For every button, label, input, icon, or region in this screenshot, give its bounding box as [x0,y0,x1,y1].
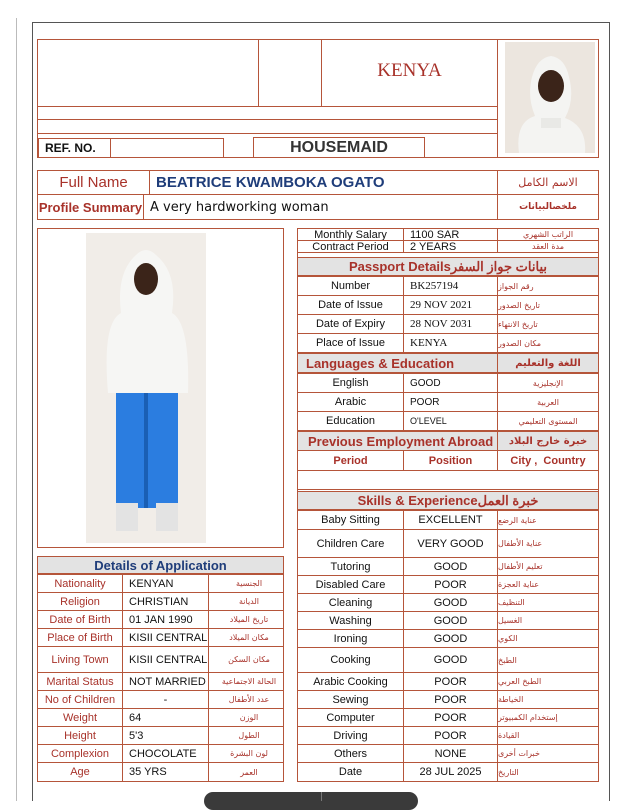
application-ar-9: لون البشرة [208,744,284,763]
application-label-4: Living Town [37,646,123,673]
skill-label-8: Arabic Cooking [297,672,404,691]
skill-label-5: Washing [297,611,404,630]
passport-label-1: Date of Issue [297,295,404,315]
profile-summary-label: Profile Summary [37,194,144,220]
skill-label-3: Disabled Care [297,575,404,594]
employment-col-location: City , Country [497,450,599,471]
application-label-5: Marital Status [37,672,123,691]
passport-ar-0: رقم الجواز [497,276,599,296]
ref-no-value [110,138,224,158]
contract-value-1: 2 YEARS [403,240,498,253]
job-title: HOUSEMAID [253,137,425,158]
skill-value-3: POOR [403,575,498,594]
application-label-2: Date of Birth [37,610,123,629]
application-value-7: 64 [122,708,209,727]
skill-ar-5: الغسيل [497,611,599,630]
skill-ar-3: عناية العجزة [497,575,599,594]
application-section-header: Details of Application [37,556,284,574]
language-value-2: O'LEVEL [403,411,498,431]
skills-section-header: Skills & Experienceخبرة العمل [297,491,599,510]
contract-value-0: 1100 SAR [403,228,498,241]
passport-value-3: KENYA [403,333,498,353]
language-value-0: GOOD [403,373,498,393]
application-label-7: Weight [37,708,123,727]
application-label-3: Place of Birth [37,628,123,647]
application-ar-4: مكان السكن [208,646,284,673]
language-ar-1: العربية [497,392,599,412]
application-value-8: 5'3 [122,726,209,745]
contract-label-0: Monthly Salary [297,228,404,241]
skill-label-10: Computer [297,708,404,727]
skill-value-2: GOOD [403,557,498,576]
skill-ar-12: خبرات أخرى [497,744,599,763]
application-ar-10: العمر [208,762,284,782]
full-name-value: BEATRICE KWAMBOKA OGATO [149,170,498,195]
passport-ar-2: تاريخ الانتهاء [497,314,599,334]
skill-value-8: POOR [403,672,498,691]
application-label-9: Complexion [37,744,123,763]
header-hline-2 [37,119,497,120]
skill-value-9: POOR [403,690,498,709]
portrait-photo [505,42,595,153]
languages-section-header: Languages & Education [297,353,498,373]
passport-label-2: Date of Expiry [297,314,404,334]
employment-empty-row [297,470,599,490]
skill-label-1: Children Care [297,529,404,558]
passport-value-2: 28 NOV 2031 [403,314,498,334]
skill-value-12: NONE [403,744,498,763]
application-value-3: KISII CENTRAL [122,628,209,647]
language-ar-2: المستوى التعليمي [497,411,599,431]
employment-col-period: Period [297,450,404,471]
full-body-photo [86,233,206,543]
passport-ar-3: مكان الصدور [497,333,599,353]
application-ar-6: عدد الأطفال [208,690,284,709]
application-value-2: 01 JAN 1990 [122,610,209,629]
application-label-8: Height [37,726,123,745]
skill-label-7: Cooking [297,647,404,673]
language-ar-0: الإنجليزية [497,373,599,393]
contract-ar-1: مدة العقد [497,240,599,253]
skill-value-1: VERY GOOD [403,529,498,558]
country-title: KENYA [377,60,442,81]
profile-summary-ar: ملخصالبيانات [497,194,599,220]
skill-value-6: GOOD [403,629,498,648]
application-ar-5: الحالة الاجتماعية [208,672,284,691]
contract-label-1: Contract Period [297,240,404,253]
skill-ar-1: عناية الأطفال [497,529,599,558]
skill-value-10: POOR [403,708,498,727]
application-value-9: CHOCOLATE [122,744,209,763]
application-ar-1: الديانة [208,592,284,611]
application-ar-0: الجنسية [208,574,284,593]
application-value-10: 35 YRS [122,762,209,782]
skill-ar-6: الكوي [497,629,599,648]
skill-label-6: Ironing [297,629,404,648]
application-ar-2: تاريخ الميلاد [208,610,284,629]
passport-label-3: Place of Issue [297,333,404,353]
header-hline-1 [37,106,497,107]
full-name-ar: الاسم الكامل [497,170,599,195]
application-ar-3: مكان الميلاد [208,628,284,647]
skill-ar-8: الطبخ العربي [497,672,599,691]
employment-section-header-ar: خبرة خارج البلاد [497,431,599,451]
skill-ar-10: إستخدام الكمبيوتر [497,708,599,727]
passport-value-0: BK257194 [403,276,498,296]
skill-value-13: 28 JUL 2025 [403,762,498,782]
application-label-6: No of Children [37,690,123,709]
skill-label-11: Driving [297,726,404,745]
contract-ar-0: الراتب الشهري [497,228,599,241]
skill-value-7: GOOD [403,647,498,673]
application-value-4: KISII CENTRAL [122,646,209,673]
employment-section-header: Previous Employment Abroad [297,431,498,451]
skill-ar-9: الخياطة [497,690,599,709]
skill-ar-11: القيادة [497,726,599,745]
language-value-1: POOR [403,392,498,412]
skill-label-9: Sewing [297,690,404,709]
passport-label-0: Number [297,276,404,296]
application-label-10: Age [37,762,123,782]
application-ar-8: الطول [208,726,284,745]
viewer-toolbar-divider [321,792,322,801]
application-ar-7: الوزن [208,708,284,727]
skill-label-4: Cleaning [297,593,404,612]
skill-value-0: EXCELLENT [403,510,498,530]
application-value-1: CHRISTIAN [122,592,209,611]
application-label-0: Nationality [37,574,123,593]
employment-col-position: Position [403,450,498,471]
skill-label-0: Baby Sitting [297,510,404,530]
skill-ar-4: التنظيف [497,593,599,612]
application-label-1: Religion [37,592,123,611]
skill-value-5: GOOD [403,611,498,630]
skill-ar-0: عناية الرضع [497,510,599,530]
skill-label-13: Date [297,762,404,782]
skill-value-4: GOOD [403,593,498,612]
language-label-0: English [297,373,404,393]
skill-ar-7: الطبخ [497,647,599,673]
skill-ar-2: تعليم الأطفال [497,557,599,576]
skill-label-2: Tutoring [297,557,404,576]
language-label-1: Arabic [297,392,404,412]
header-divider-3 [497,39,498,158]
left-margin-line [16,18,17,801]
skill-ar-13: التاريخ [497,762,599,782]
application-value-0: KENYAN [122,574,209,593]
header-divider-1 [258,39,259,106]
language-label-2: Education [297,411,404,431]
header-hline-3 [37,133,497,134]
ref-no-label: REF. NO. [38,138,111,158]
passport-section-header: Passport Detailsبيانات جواز السفر [297,257,599,276]
application-value-5: NOT MARRIED [122,672,209,691]
languages-section-header-ar: اللغة والتعليم [497,353,599,373]
full-name-label: Full Name [37,170,150,195]
profile-summary-value: A very hardworking woman [143,194,498,220]
skill-label-12: Others [297,744,404,763]
passport-value-1: 29 NOV 2021 [403,295,498,315]
passport-ar-1: تاريخ الصدور [497,295,599,315]
skill-value-11: POOR [403,726,498,745]
application-value-6: - [122,690,209,709]
viewer-toolbar[interactable] [204,792,418,810]
